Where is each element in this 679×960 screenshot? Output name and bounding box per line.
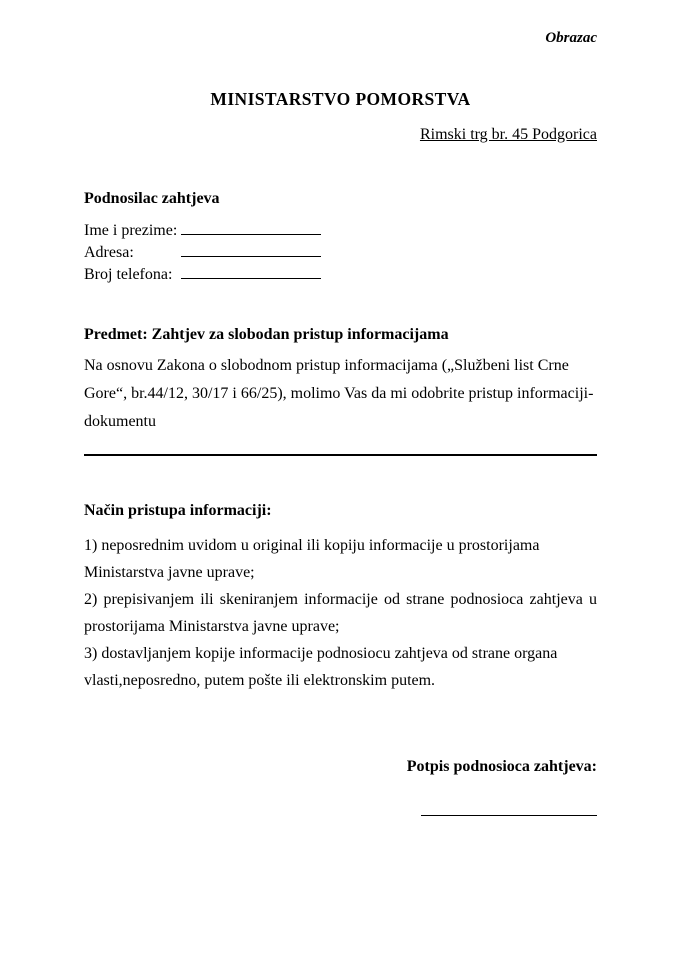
access-method-heading: Način pristupa informaciji: bbox=[84, 502, 272, 519]
applicant-section-heading: Podnosilac zahtjeva bbox=[84, 190, 220, 207]
name-field-label: Ime i prezime: bbox=[84, 222, 178, 239]
address-field-label: Adresa: bbox=[84, 244, 134, 261]
subject-heading: Predmet: Zahtjev za slobodan pristup informacijama bbox=[84, 326, 449, 343]
field-row-address bbox=[84, 242, 597, 264]
intro-paragraph: Na osnovu Zakona o slobodnom pristup informacijama („Službeni list Crne Gore“, br.44/12, 30/17 i 66/25), molimo Vas da mi odobrite pristup informaciji-dokumentu bbox=[84, 357, 594, 430]
address-line: Rimski trg br. 45 Podgorica bbox=[419, 126, 597, 143]
separator-line bbox=[84, 454, 597, 456]
phone-fill-line bbox=[181, 266, 321, 279]
form-type-label: Obrazac bbox=[545, 30, 597, 46]
applicant-fields bbox=[84, 220, 597, 286]
ministry-title: MINISTARSTVO POMORSTVA bbox=[210, 89, 471, 109]
field-row-phone bbox=[84, 264, 597, 286]
access-option-1: 1) neposrednim uvidom u original ili kopiju informacije u prostorijama Ministarstva javne uprave; bbox=[84, 537, 540, 581]
field-row-name bbox=[84, 220, 597, 242]
phone-field-label: Broj telefona: bbox=[84, 266, 173, 283]
access-options-list bbox=[84, 532, 597, 694]
signature-label: Potpis podnosioca zahtjeva: bbox=[406, 758, 597, 775]
signature-line bbox=[421, 802, 597, 816]
access-option-3: 3) dostavljanjem kopije informacije podnosiocu zahtjeva od strane organa vlasti,neposredno, putem pošte ili elektronskim putem. bbox=[84, 645, 558, 689]
name-fill-line bbox=[181, 222, 321, 235]
address-fill-line bbox=[181, 244, 321, 257]
signature-block bbox=[84, 758, 597, 821]
access-option-2: 2) prepisivanjem ili skeniranjem informacije od strane podnosioca zahtjeva u prostorijama Ministarstva javne uprave; bbox=[84, 591, 597, 635]
